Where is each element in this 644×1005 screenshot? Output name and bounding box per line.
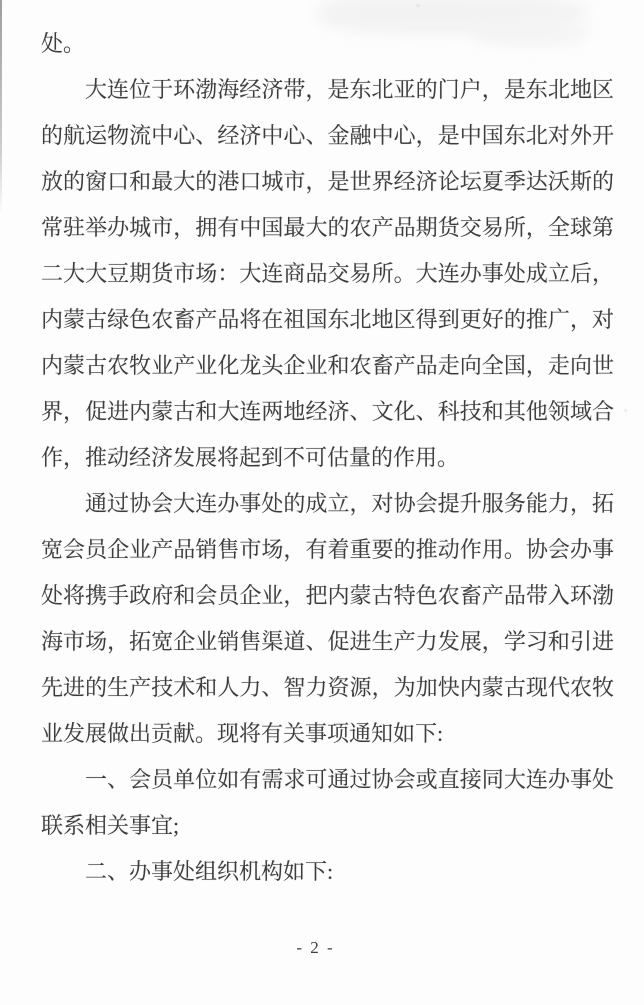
- paragraph-item-1: 一、会员单位如有需求可通过协会或直接同大连办事处联系相关事宜;: [41, 767, 614, 838]
- paragraph-office-benefits: 通过协会大连办事处的成立，对协会提升服务能力，拓宽会员企业产品销售市场，有着重要的推动作用。协会办事处将携手政府和会员企业，把内蒙古特色农畜产品带入环渤海市场，拓宽企业销售渠道、促进生产力发展，学习和引进先进的生产技术和人力、智力资源，为加快内蒙古现代农牧业发展做出贡献。现将有关事项通知如下:: [41, 491, 614, 746]
- paragraph-continuation: 处。: [41, 31, 86, 56]
- paragraph-dalian-intro: 大连位于环渤海经济带，是东北亚的门户，是东北地区的航运物流中心、经济中心、金融中心，是中国东北对外开放的窗口和最大的港口城市，是世界经济论坛夏季达沃斯的常驻举办城市，拥有中国最大的农产品期货交易所，全球第二大大豆期货市场：大连商品交易所。大连办事处成立后，内蒙古绿色农畜产品将在祖国东北地区得到更好的推广，对内蒙古农牧业产业化龙头企业和农畜产品走向全国，走向世界，促进内蒙古和大连两地经济、文化、科技和其他领域合作，推动经济发展将起到不可估量的作用。: [41, 77, 614, 470]
- scan-speck: [416, 4, 420, 7]
- scan-edge-shadow: [0, 0, 2, 215]
- document-body: [41, 21, 614, 895]
- page-number: - 2 -: [296, 938, 335, 957]
- scan-speck: [624, 409, 627, 412]
- paragraph-item-2: 二、办事处组织机构如下:: [85, 859, 334, 884]
